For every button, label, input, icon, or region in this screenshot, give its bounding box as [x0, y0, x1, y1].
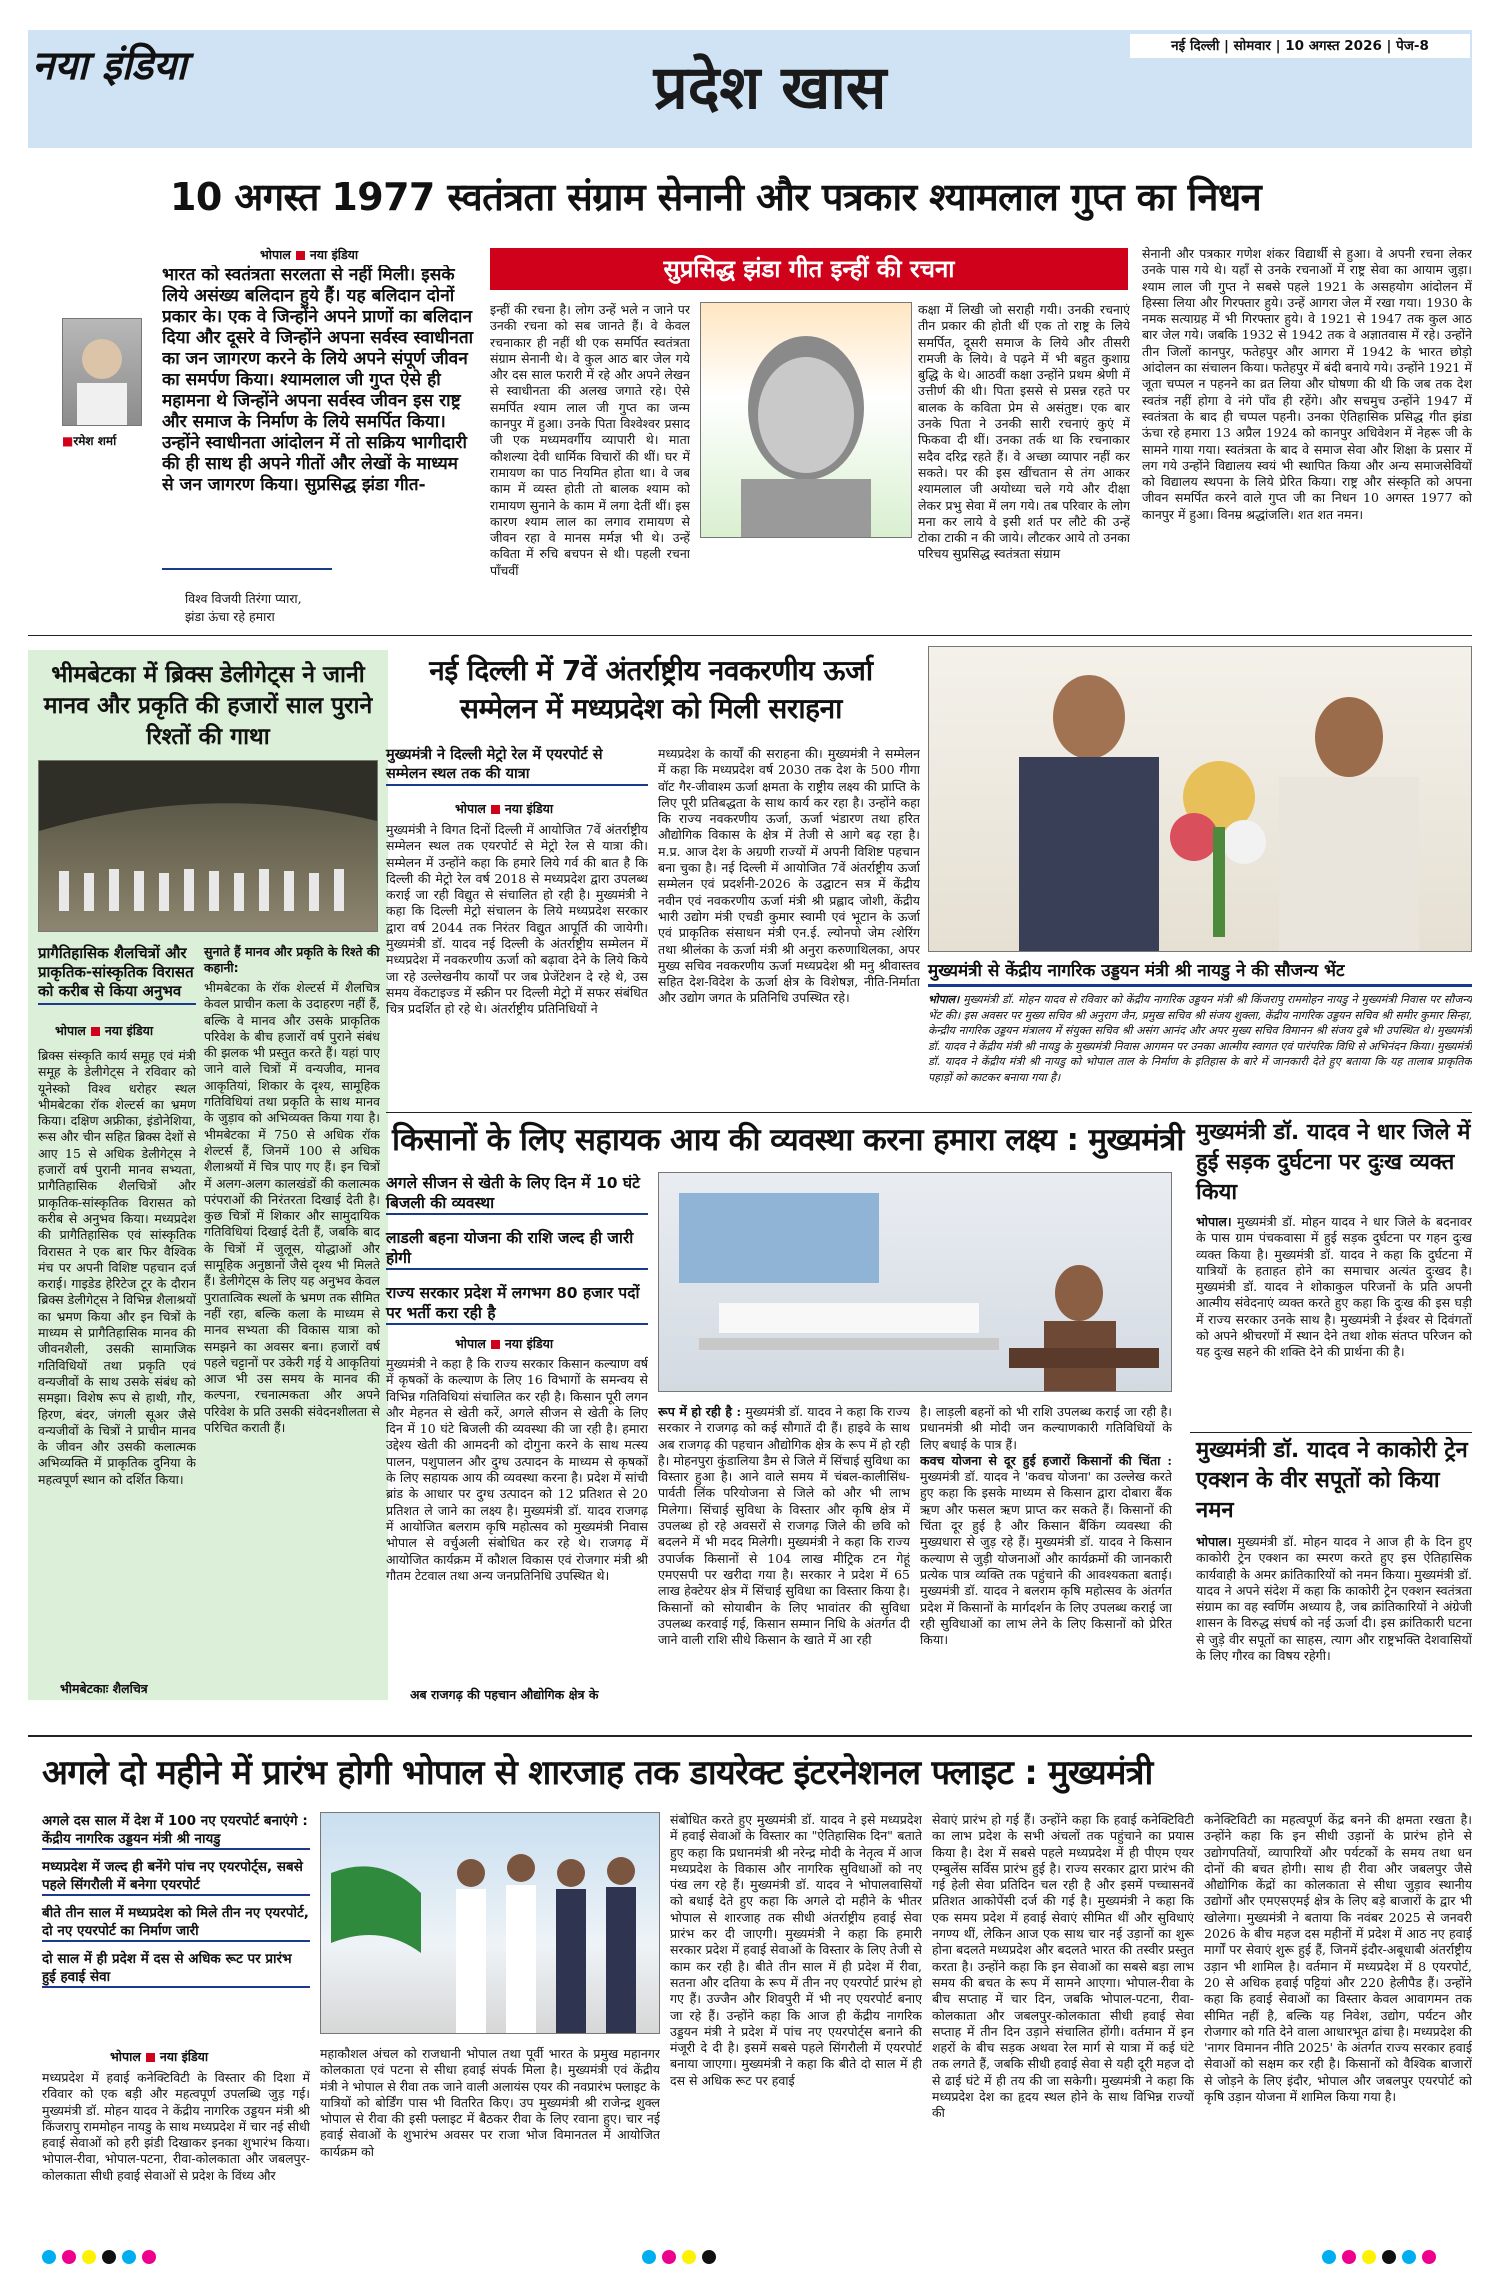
- dateline: नई दिल्ली | सोमवार | 10 अगस्त 2026 | पेज-8: [1130, 34, 1470, 58]
- byline-square-icon: [491, 1340, 500, 1349]
- byline-place: भोपाल: [110, 2049, 141, 2064]
- energy-byline: [455, 800, 553, 817]
- farmers-col1-tail: अब राजगढ़ की पहचान औद्योगिक क्षेत्र के: [410, 1687, 599, 1702]
- byline-place: भोपाल: [455, 801, 486, 816]
- farmers-sub-1: अगले सीजन से खेती के लिए दिन में 10 घंटे बिजली की व्यवस्था: [386, 1173, 648, 1215]
- naidu-body-lead: भोपाल।: [928, 993, 960, 1006]
- flight-col-2: महाकौशल अंचल को राजधानी भोपाल तथा पूर्वी भारत के प्रमुख महानगर कोलकाता एवं पटना से सीधा हवाई संपर्क मिला है। मुख्यमंत्री एवं केंद्रीय मंत्री ने भोपाल से रीवा तक जाने वाली अलायंस एयर की नवप्रारंभ फ्लाइट के यात्रियों को बोर्डिंग पास भी वितरित किए। उप मुख्यमंत्री श्री राजेन्द्र शुक्ल भोपाल से रीवा की इसी फ्लाइट में बैठकर रीवा के लिए रवाना हुए। चार नई हवाई सेवाओं के शुभारंभ अवसर पर राजा भोज विमानतल में आयोजित कार्यक्रम को: [320, 2046, 660, 2159]
- flight-sub-4: दो साल में ही प्रदेश में दस से अधिक रूट पर प्रारंभ हुई हवाई सेवा: [42, 1950, 310, 1988]
- divider-4: [28, 1735, 1472, 1737]
- registration-marks-left: [40, 2248, 200, 2270]
- dhar-body-lead: भोपाल।: [1196, 1214, 1232, 1229]
- registration-marks-right: [1320, 2248, 1460, 2270]
- bhimbetka-sub: प्रागैतिहासिक शैलचित्रों और प्राकृतिक-सांस्कृतिक विरासत को करीब से किया अनुभव: [38, 944, 196, 1005]
- flight-col-4: सेवाएं प्रारंभ हो गई हैं। उन्होंने कहा कि हवाई कनेक्टिविटी का लाभ प्रदेश के सभी अंचलों तक पहुंचाने का प्रयास किया है। देश में सबसे पहले मध्यप्रदेश में ही पीएम एयर एम्बुलेंस सर्विस प्रारंभ हुई है। राज्य सरकार द्वारा प्रारंभ की गई हेली सेवा प्रतिदिन चल रही है और इसमें पच्चासनवें प्रतिशत आकोपेंसी दर्ज की गई है। मुख्यमंत्री ने कहा कि एक समय प्रदेश में हवाई सेवाएं सीमित थीं और सुविधाएं नगण्य थीं, लेकिन आज एक साथ चार नई उड़ानों का शुरू होना बदलते मध्यप्रदेश और बदलते भारत की तस्वीर प्रस्तुत करता है। उन्होंने कहा कि इन सेवाओं का सबसे बड़ा लाभ समय की बचत के रूप में सामने आएगा। भोपाल-रीवा के बीच सप्ताह में चार दिन, जबकि भोपाल-पटना, रीवा-कोलकाता और जबलपुर-कोलकाता सीधी हवाई सेवा सप्ताह में तीन दिन उड़ाने संचालित होंगी। वर्तमान में इन शहरों के बीच सड़क अथवा रेल मार्ग से यात्रा में कई घंटे तक लगते हैं, जबकि सीधी हवाई सेवा से यही दूरी महज दो से ढाई घंटे में ही तय की जा सकेगी। मुख्यमंत्री ने कहा कि मध्यप्रदेश देश का हृदय स्थल होने के साथ विभिन्न राज्यों की: [932, 1812, 1194, 2121]
- byline-paper: नया इंडिया: [159, 2049, 209, 2064]
- bhimbetka-col-2: भीमबेटका के रॉक शेल्टर्स में शैलचित्र केवल प्राचीन कला के उदाहरण नहीं हैं, बल्कि वे मानव और उसके प्राकृतिक परिवेश के बीच हजारों वर्ष पुराने संबंध की झलक भी प्रस्तुत करते हैं। यहां पाए जाने वाले चित्रों में वन्यजीव, मानव आकृतियां, शिकार के दृश्य, सामूहिक गतिविधियां तथा प्रकृति के साथ मानव के जुड़ाव को अभिव्यक्त किया गया है। भीमबेटका में 750 से अधिक रॉक शेल्टर्स हैं, जिनमें 100 से अधिक शैलाश्रयों में चित्र पाए गए हैं। इन चित्रों में अलग-अलग कालखंडों की कलात्मक परंपराओं की निरंतरता दिखाई देती है। कुछ चित्रों में शिकार और सामुदायिक गतिविधियां दिखाई देती हैं, जबकि बाद के चित्रों में जुलूस, योद्धाओं और सामूहिक अनुष्ठानों जैसे दृश्य भी मिलते हैं। डेलीगेट्स के लिए यह अनुभव केवल पुरातात्विक स्थलों के भ्रमण तक सीमित नहीं रहा, बल्कि कला के माध्यम से मानव सभ्यता की विकास यात्रा को समझने का अवसर बना। हजारों वर्ष पहले चट्टानों पर उकेरी गई ये आकृतियां आज भी उस समय के मानव की कल्पना, रचनात्मकता और अपने परिवेश के प्रति उसकी संवेदनशीलता से परिचित कराती हैं।: [204, 980, 380, 1436]
- dhar-headline: मुख्यमंत्री डॉ. यादव ने धार जिले में हुई सड़क दुर्घटना पर दुःख व्यक्त किया: [1196, 1120, 1471, 1205]
- portrait-icon: [63, 319, 141, 425]
- byline-square-icon: [491, 805, 500, 814]
- bhimbetka-continued: भीमबेटकाः शैलचित्र: [60, 1681, 148, 1696]
- byline-paper: नया इंडिया: [504, 1336, 554, 1351]
- lead-banner: सुप्रसिद्ध झंडा गीत इन्हीं की रचना: [490, 248, 1128, 290]
- energy-headline: नई दिल्ली में 7वें अंतर्राष्ट्रीय नवकरणीय ऊर्जा सम्मेलन में मध्यप्रदेश को मिली सराहना: [429, 654, 873, 725]
- flight-photo: [320, 1812, 660, 2034]
- poem-line-1: विश्व विजयी तिरंगा प्यारा,: [185, 591, 302, 606]
- lead-col-3: सेनानी और पत्रकार गणेश शंकर विद्यार्थी से हुआ। वे अपनी रचना लेकर उनके पास गये थे। यहाँ से उनके रचनाओं में राष्ट्र सेवा का आयाम जुड़ा। श्याम लाल जी गुप्त ने सबसे पहले 1921 के असहयोग आंदोलन में हिस्सा लिया और गिरफ्तार हुये। उन्हें आगरा जेल में रखा गया। 1930 के नमक सत्याग्रह में भी गिरफ्तार हुये। वे 1921 से 1947 तक कुल आठ बार जेल गये। जबकि 1932 से 1942 तक वे अज्ञातवास में रहे। उन्होंने तीन जिलों कानपुर, फतेहपुर और आगरा में 1942 के भारत छोड़ो आंदोलन का संचालन किया। फतेहपुर में बंदी बनाये गये। उन्होंने 1921 में जूता चप्पल न पहनने का व्रत लिया और घोषणा की थी कि जब तक देश स्वतंत्र नहीं होगा वे नंगे पाँव ही रहेंगे। और सचमुच उन्होंने 1947 में स्वतंत्रता के बाद ही चप्पल पहनी। उनका ऐतिहासिक प्रसिद्ध गीत झंडा ऊंचा रहे हमारा 13 अप्रैल 1924 को कानपुर अधिवेशन में नेहरू जी के सामने गाया गया। स्वतंत्रता के बाद वे समाज सेवा और शिक्षा के प्रसार में लग गये उन्होंने विद्यालय स्वयं भी स्थापित किया और अन्य समाजसेवियों को विद्यालय स्थपना के लिये प्रेरित किया। राष्ट्र और संस्कृति को अपना जीवन समर्पित करने वाले गुप्त जी का निधन 10 अगस्त 1977 को कानपुर में हुआ। विनम्र श्रद्धांजलि। शत शत नमन।: [1142, 246, 1472, 522]
- naidu-body-text: मुख्यमंत्री डॉ. मोहन यादव से रविवार को केंद्रीय नागरिक उड्डयन मंत्री श्री किंजरापु राममोहन नायडु ने मुख्यमंत्री निवास पर सौजन्य भेंट की। इस अवसर पर मुख्य सचिव श्री अनुराग जैन, प्रमुख सचिव श्री संजय शुक्ला, केंद्रीय नागरिक उड्डयन सचिव श्री समीर कुमार सिन्हा, केन्द्रीय नागरिक उड्डयन मंत्रालय में संयुक्त सचिव श्री असंग आनंद और अपर मुख्य सचिव विमानन श्री संजय दुबे भी उपस्थित थे। मुख्यमंत्री डॉ. यादव ने केंद्रीय मंत्री श्री नायडु के मुख्यमंत्री निवास आगमन पर उनका आत्मीय स्वागत एवं पारंपरिक विधि से अभिनंदन किया। मुख्यमंत्री डॉ. यादव ने केंद्रीय मंत्री श्री नायडु को भोपाल ताल के निर्माण के इतिहास के बारे में जानकारी देते हुए बताया कि यह तालाब प्राकृतिक पहाड़ों को काटकर बनाया गया है।: [928, 993, 1472, 1084]
- energy-col-2: मध्यप्रदेश के कार्यों की सराहना की। मुख्यमंत्री ने सम्मेलन में कहा कि मध्यप्रदेश वर्ष 2030 तक देश के 500 गीगा वॉट गैर-जीवाश्म ऊर्जा क्षमता के राष्ट्रीय लक्ष्य की प्राप्ति के लिए पूरी प्रतिबद्धता के साथ कार्य कर रहा है। उन्होंने कहा कि राज्य नवकरणीय ऊर्जा, ऊर्जा भंडारण तथा हरित औद्योगिक विकास के क्षेत्र में तेजी से आगे बढ़ रहा है। म.प्र. आज देश के अग्रणी राज्यों में अपनी विशिष्ट पहचान बना चुका है। नई दिल्ली में आयोजित 7वें अंतर्राष्ट्रीय ऊर्जा सम्मेलन एवं प्रदर्शनी-2026 के उद्घाटन सत्र में केंद्रीय नवीन एवं नवकरणीय ऊर्जा मंत्री श्री प्रह्लाद जोशी, केंद्रीय भारी उद्योग मंत्री एचडी कुमार स्वामी एवं भूटान के ऊर्जा एवं प्राकृतिक संसाधन मंत्री एन.ई. ल्योनपो जेम त्शेरिंग तथा श्रीलंका के ऊर्जा मंत्री श्री अनुरा करुणाथिलका, अपर मुख्य सचिव नवकरणीय ऊर्जा मध्यप्रदेश श्री मनु श्रीवास्तव सहित देश-विदेश के ऊर्जा क्षेत्र के विशेषज्ञ, नीति-निर्माता और उद्योग जगत के प्रतिनिधि उपस्थित रहे।: [658, 746, 920, 1006]
- farmers-col3-lead: कवच योजना से दूर हुई हजारों किसानों की चिंता :: [920, 1452, 1172, 1468]
- byline-place: भोपाल: [55, 1023, 86, 1038]
- naidu-body: [928, 992, 1472, 1104]
- kakori-headline: मुख्यमंत्री डॉ. यादव ने काकोरी ट्रेन एक्शन के वीर सपूतों को किया नमन: [1196, 1438, 1468, 1523]
- divider-1: [28, 635, 1472, 636]
- kakori-body-text: मुख्यमंत्री डॉ. मोहन यादव ने आज ही के दिन हुए काकोरी ट्रेन एक्शन का स्मरण करते हुए इस ऐतिहासिक कार्यवाही के अमर क्रांतिकारियों को नमन किया। मुख्यमंत्री डॉ. यादव ने अपने संदेश में कहा कि काकोरी ट्रेन एक्शन स्वतंत्रता संग्राम का वह स्वर्णिम अध्याय है, जब क्रांतिकारियों ने अंग्रेजी शासन के विरुद्ध संघर्ष को नई ऊर्जा दी। इस क्रांतिकारी घटना से जुड़े वीर सपूतों का साहस, त्याग और राष्ट्रभक्ति देशवासियों के लिए गौरव का विषय रहेगी।: [1196, 1534, 1472, 1664]
- flight-col-1: मध्यप्रदेश में हवाई कनेक्टिविटी के विस्तार की दिशा में रविवार को एक बड़ी और महत्वपूर्ण उपलब्धि जुड़ गई। मुख्यमंत्री डॉ. मोहन यादव ने केंद्रीय नागरिक उड्डयन मंत्री श्री किंजरापु राममोहन नायडु के साथ मध्यप्रदेश में चार नई सीधी हवाई सेवाओं को हरी झंडी दिखाकर इनका शुभारंभ किया। भोपाल-रीवा, भोपाल-पटना, रीवा-कोलकाता और जबलपुर-कोलकाता सीधी हवाई सेवाओं से प्रदेश के विंध्य और: [42, 2070, 310, 2183]
- bhimbetka-photo: [38, 760, 378, 932]
- bhimbetka-col2-lead: सुनाते हैं मानव और प्रकृति के रिश्ते की कहानी:: [204, 944, 380, 975]
- flight-sub-3: बीते तीन साल में मध्यप्रदेश को मिले तीन नए एयरपोर्ट, दो नए एयरपोर्ट का निर्माण जारी: [42, 1904, 310, 1942]
- masthead-logo: नया इंडिया: [32, 43, 187, 89]
- intro-underline: [162, 568, 332, 570]
- conference-room-icon: [659, 1173, 1171, 1391]
- registration-marks-center: [640, 2248, 800, 2270]
- flag-off-ceremony-icon: [321, 1813, 659, 2033]
- farmers-col2-text: मुख्यमंत्री डॉ. यादव ने कहा कि राज्य सरकार ने राजगढ़ को कई सौगातें दी हैं। हाइवे के साथ अब राजगढ़ की पहचान औद्योगिक क्षेत्र के रूप में हो रही है। मोहनपुरा कुंडालिया डैम से जिले में सिंचाई सुविधा का विस्तार हुआ है। आने वाले समय में चंबल-कालीसिंध-पार्वती लिंक परियोजना से जिले को और भी लाभ मिलेगा। सिंचाई सुविधा के विस्तार और कृषि क्षेत्र में उपलब्ध हो रहे अवसरों से राजगढ़ जिले की छवि को बदलने में भी मदद मिलेगी। मुख्यमंत्री ने कहा कि राज्य उपार्जक किसानों से 104 लाख मीट्रिक टन गेहूं एमएसपी पर खरीदा गया है। सरकार ने प्रदेश में 65 लाख हेक्टेयर क्षेत्र में सिंचाई सुविधा का विस्तार किया है। किसानों को सोयाबीन के लिए भावांतर की सुविधा उपलब्ध करवाई गई, किसान सम्मान निधि के अंतर्गत दी जाने वाली राशि सीधे किसान के खाते में आ रही: [658, 1404, 910, 1648]
- color-dots-icon: [1320, 2248, 1460, 2266]
- poem-line-2: झंडा ऊंचा रहे हमारा: [185, 609, 275, 624]
- farmers-sub-2: लाडली बहना योजना की राशि जल्द ही जारी होगी: [386, 1228, 648, 1270]
- section-title: प्रदेश खास: [653, 53, 887, 123]
- bhimbetka-byline: [55, 1022, 153, 1039]
- farmers-col-1: मुख्यमंत्री ने कहा है कि राज्य सरकार किसान कल्याण वर्ष में कृषकों के कल्याण के लिए 16 विभागों के समन्वय से विभिन्न गतिविधियां संचालित कर रही है। किसान पूरी लगन और मेहनत से खेती करें, अगले सीजन से खेती के लिए दिन में 10 घंटे बिजली की व्यवस्था की जा रही है। हमारा उद्देश्य खेती की आमदनी को दोगुना करने के साथ मत्स्य पालन, पशुपालन और दुग्ध उत्पादन के माध्यम से कृषकों के लिए सहायक आय की व्यवस्था करना है। प्रदेश में सांची ब्रांड के आधार पर दुग्ध उत्पादन को 12 प्रतिशत से 20 प्रतिशत ले जाने का लक्ष्य है। मुख्यमंत्री डॉ. यादव राजगढ़ में आयोजित बलराम कृषि महोत्सव को मुख्यमंत्री निवास भोपाल से वर्चुअली संबोधित कर रहे थे। राजगढ़ में आयोजित कार्यक्रम में कौशल विकास एवं रोजगार मंत्री श्री गौतम टेटवाल तथा अन्य जनप्रतिनिधि उपस्थित थे।: [386, 1356, 648, 1583]
- flight-col-5: कनेक्टिविटी का महत्वपूर्ण केंद्र बनने की क्षमता रखता है। उन्होंने कहा कि इन सीधी उड़ानों के प्रारंभ होने से उद्योगपतियों, व्यापारियों और पर्यटकों के समय तथा धन दोनों की बचत होगी। साथ ही रीवा और जबलपुर जैसे औद्योगिक केंद्रों का कोलकाता से सीधा जुड़ाव स्थानीय उद्योगों और एमएसएमई क्षेत्र के लिए बड़े बाजारों के द्वार भी खोलेगा। मुख्यमंत्री ने बताया कि नवंबर 2025 से जनवरी 2026 के बीच महज दस महीनों में प्रदेश में आठ नए हवाई मार्गों पर सेवाएं शुरू हुई हैं, जिनमें इंदौर-अबूधाबी अंतर्राष्ट्रीय उड़ान भी शामिल है। वर्तमान में मध्यप्रदेश में 8 एयरपोर्ट, 20 से अधिक हवाई पट्टियां और 220 हेलीपैड हैं। उन्होंने कहा कि हवाई सेवाओं का विस्तार केवल आवागमन तक सीमित नहीं है, बल्कि यह निवेश, उद्योग, पर्यटन और रोजगार को गति देने वाला आधारभूत ढांचा है। मध्यप्रदेश की 'नागर विमानन नीति 2025' के अंतर्गत राज्य सरकार हवाई सेवाओं को सक्षम कर रही है। किसानों को वैश्विक बाजारों से जोड़ने के लिए इंदौर, भोपाल और जबलपुर एयरपोर्ट को कृषि उड़ान योजना में शामिल किया गया है।: [1204, 1812, 1472, 2105]
- naidu-caption: मुख्यमंत्री से केंद्रीय नागरिक उड्डयन मंत्री श्री नायडु ने की सौजन्य भेंट: [928, 958, 1472, 987]
- cave-group-icon: [39, 761, 377, 931]
- naidu-photo: [928, 646, 1472, 952]
- farmers-byline: [455, 1335, 553, 1352]
- farmers-col-3: [920, 1404, 1172, 1700]
- portrait-sketch-icon: [701, 303, 911, 537]
- bhimbetka-col-1: ब्रिक्स संस्कृति कार्य समूह एवं मंत्री समूह के डेलीगेट्स ने रविवार को यूनेस्को विश्व धरोहर स्थल भीमबेटका रॉक शेल्टर्स का भ्रमण किया। दक्षिण अफ्रीका, इंडोनेशिया, रूस और चीन सहित ब्रिक्स देशों से आए 15 से अधिक डेलीगेट्स ने हजारों वर्ष पुरानी मानव सभ्यता, प्रागैतिहासिक शैलचित्रों और प्राकृतिक-सांस्कृतिक विरासत को करीब से अनुभव किया। मध्यप्रदेश की प्रागैतिहासिक एवं सांस्कृतिक विरासत ने एक बार फिर वैश्विक मंच पर अपनी विशिष्ट पहचान दर्ज कराई। गाइडेड हेरिटेज टूर के दौरान ब्रिक्स डेलीगेट्स ने विभिन्न शैलाश्रयों का भ्रमण किया और इन चित्रों के माध्यम से प्रागैतिहासिक मानव की जीवनशैली, उसकी सामाजिक गतिविधियों तथा प्रकृति एवं वन्यजीवों के साथ उसके संबंध को समझा। विशेष रूप से हाथी, गौर, हिरण, बंदर, जंगली सूअर जैसे वन्यजीवों के चित्रों ने प्राचीन मानव के जीवन और उसकी कलात्मक अभिव्यक्ति में प्राकृतिक दुनिया के महत्वपूर्ण स्थान को दर्शित किया।: [38, 1048, 196, 1487]
- byline-square-icon: [146, 2053, 155, 2062]
- divider-3: [1190, 1432, 1472, 1433]
- farmers-photo: [658, 1172, 1172, 1392]
- lead-col-2: कक्षा में लिखी जो सराही गयी। उनकी रचनाएं तीन प्रकार की होती थीं एक तो राष्ट्र के लिये समर्पित, दूसरी समाज के लिये और तीसरी रामजी के लिये। वे पढ़ने में भी बहुत कुशाग्र बुद्धि के थे। आठवीं कक्षा उन्होंने प्रथम श्रेणी में उत्तीर्ण की थी। पिता इससे से प्रसन्न रहते पर बालक के कविता प्रेम से असंतुष्ट। एक बार उनके पिता ने उनकी सारी रचनाएं कुएं में फिकवा दी थीं। उनका तर्क था कि रचनाकार सदैव दरिद्र रहते हैं। वे अच्छा व्यापार नहीं कर सकते। पर की इस खींचतान से तंग आकर श्यामलाल जी अयोध्या चले गये और दीक्षा लेकर प्रभु सेवा में लग गये। तब परिवार के लोग मना कर लाये वे इसी शर्त पर लौटे की उन्हें टोका टाकी न की जाये। लौटकर आये तो उनका परिचय सुप्रसिद्ध स्वतंत्रता संग्राम: [918, 302, 1130, 562]
- byline-square-icon: [296, 251, 305, 260]
- kakori-body: [1196, 1534, 1472, 1700]
- farmers-col3b-text: मुख्यमंत्री डॉ. यादव ने 'कवच योजना' का उल्लेख करते हुए कहा कि इसके माध्यम से किसान द्वारा दोबारा बैंक ऋण और फसल ऋण प्राप्त कर सकते हैं। किसानों की चिंता दूर हुई है और किसान बैंकिंग व्यवस्था की मुख्यधारा से जुड़ रहे हैं। मुख्यमंत्री डॉ. यादव ने किसान कल्याण से जुड़ी योजनाओं और कार्यक्रमों की जानकारी प्रत्येक पात्र व्यक्ति तक पहुंचाने की आवश्यकता बताई। मुख्यमंत्री डॉ. यादव ने बलराम कृषि महोत्सव के अंतर्गत प्रदेश में किसानों के मार्गदर्शन के लिए उपलब्ध कराई जा रही सुविधाओं का लाभ लेने के लिए किसानों को प्रेरित किया।: [920, 1469, 1172, 1648]
- farmers-col3-text: है। लाड़ली बहनों को भी राशि उपलब्ध कराई जा रही है। प्रधानमंत्री श्री मोदी जन कल्याणकारी गतिविधियों के लिए बधाई के पात्र हैं।: [920, 1404, 1172, 1452]
- energy-col-1: मुख्यमंत्री ने विगत दिनों दिल्ली में आयोजित 7वें अंतर्राष्ट्रीय सम्मेलन स्थल तक एयरपोर्ट से मेट्रो रेल से यात्रा की। सम्मेलन में उन्होंने कहा कि हमारे लिये गर्व की बात है कि दिल्ली की मेट्रो रेल वर्ष 2018 से मध्यप्रदेश द्वारा उपलब्ध कराई जा रही विद्युत से संचालित हो रही है। मुख्यमंत्री ने कहा कि दिल्ली मेट्रो संचालन के लिये मध्यप्रदेश सरकार द्वारा वर्ष 2044 तक निरंतर विद्युत आपूर्ति की जायेगी। मुख्यमंत्री डॉ. यादव नई दिल्ली के अंतर्राष्ट्रीय सम्मेलन में मध्यप्रदेश में नवकरणीय ऊर्जा को बढ़ावा देने के लिये किये जा रहे उल्लेखनीय कार्यों पर जब प्रेजेंटेशन दे रहे थे, उस समय वेंकटाइज्ड में स्क्रीन पर दिल्ली मेट्रो में सफर संबंधित चित्र प्रदर्शित हो रहे थे। अंतर्राष्ट्रीय प्रतिनिधियों ने: [386, 822, 648, 1017]
- shyamlal-portrait: [700, 302, 912, 538]
- farmers-col2-lead: रूप में हो रही है :: [658, 1404, 742, 1419]
- byline-paper: नया इंडिया: [309, 247, 359, 262]
- farmers-headline: किसानों के लिए सहायक आय की व्यवस्था करना हमारा लक्ष्य : मुख्यमंत्री: [392, 1122, 1184, 1158]
- flight-byline: [110, 2048, 208, 2065]
- author-name: ■रमेश शर्मा: [62, 434, 117, 448]
- dhar-body-text: मुख्यमंत्री डॉ. मोहन यादव ने धार जिले के बदनावर के पास ग्राम पंचकवासा में हुई सड़क दुर्घटना पर गहन दुःख व्यक्त किया है। मुख्यमंत्री डॉ. यादव ने कहा कि दुर्घटना में यात्रियों के हताहत होने का समाचार अत्यंत दुःखद है। मुख्यमंत्री डॉ. यादव ने शोकाकुल परिजनों के प्रति अपनी आत्मीय संवेदनाएं व्यक्त करते हुए कहा कि दुःख की इस घड़ी में राज्य सरकार उनके साथ है। मुख्यमंत्री ने ईश्वर से दिवंगतों को अपने श्रीचरणों में स्थान देने तथा शोक संतप्त परिजन को यह दुःख सहने की शक्ति देने की प्रार्थना की है।: [1196, 1214, 1472, 1360]
- kakori-body-lead: भोपाल।: [1196, 1534, 1232, 1549]
- byline-paper: नया इंडिया: [104, 1023, 154, 1038]
- flight-subs: [42, 1812, 310, 1988]
- author-photo: [62, 318, 142, 426]
- byline-square-icon: [91, 1027, 100, 1036]
- byline-place: भोपाल: [455, 1336, 486, 1351]
- flight-headline: अगले दो महीने में प्रारंभ होगी भोपाल से शारजाह तक डायरेक्ट इंटरनेशनल फ्लाइट : मुख्यमंत्री: [42, 1753, 1153, 1793]
- flight-col-3: संबोधित करते हुए मुख्यमंत्री डॉ. यादव ने इसे मध्यप्रदेश में हवाई सेवाओं के विस्तार का "ऐतिहासिक दिन" बताते हुए कहा कि प्रधानमंत्री श्री नरेन्द्र मोदी के नेतृत्व में आज मध्यप्रदेश के विकास और नागरिक सुविधाओं को नए पंख लग रहे हैं। मुख्यमंत्री डॉ. यादव ने भोपालवासियों को बधाई देते हुए कहा कि अगले दो महीने के भीतर भोपाल से शारजाह तक सीधी अंतर्राष्ट्रीय हवाई सेवा प्रारंभ कर दी जाएगी। मुख्यमंत्री ने कहा कि हमारी सरकार प्रदेश में हवाई सेवाओं के विस्तार के लिए तेजी से काम कर रही है। बीते तीन साल में ही प्रदेश में रीवा, सतना और दतिया के रूप में तीन नए एयरपोर्ट प्रारंभ हो गए हैं। उज्जैन और शिवपुरी में भी नए एयरपोर्ट बनाए जा रहे हैं। उन्होंने कहा कि आज ही केंद्रीय नागरिक उड्डयन मंत्री ने प्रदेश में पांच नए एयरपोर्ट्स बनाने की मंजूरी दे दी है। इसमें सबसे पहले सिंगरौली में एयरपोर्ट बनाया जाएगा। मुख्यमंत्री ने कहा कि बीते दो साल में ही दस से अधिक रूट पर हवाई: [670, 1812, 922, 2088]
- dhar-body: [1196, 1214, 1472, 1430]
- lead-byline: [260, 246, 358, 263]
- lead-intro: भारत को स्वतंत्रता सरलता से नहीं मिली। इसके लिये असंख्य बलिदान हुये हैं। यह बलिदान दोनों प्रकार के। एक वे जिन्होंने अपने प्राणों का बलिदान दिया और दूसरे वे जिन्होंने अपना सर्वस्व स्वाधीनता का जन जागरण करने के लिये अपने संपूर्ण जीवन का समर्पण किया। श्यामलाल जी गुप्त ऐसे ही महामना थे जिन्होंने अपना सर्वस्व जीवन इस राष्ट्र और समाज के निर्माण के लिये समर्पित किया। उन्होंने स्वाधीनता आंदोलन में तो सक्रिय भागीदारी की ही साथ ही अपने गीतों और लेखों के माध्यम से जन जागरण किया। सुप्रसिद्ध झंडा गीत-: [162, 265, 474, 495]
- color-dots-icon: [640, 2248, 800, 2266]
- flight-sub-1: अगले दस साल में देश में 100 नए एयरपोर्ट बनाएंगे : केंद्रीय नागरिक उड्डयन मंत्री श्री नायडु: [42, 1812, 310, 1850]
- energy-sub: मुख्यमंत्री ने दिल्ली मेट्रो रेल में एयरपोर्ट से सम्मेलन स्थल तक की यात्रा: [386, 746, 648, 786]
- byline-place: भोपाल: [260, 247, 291, 262]
- divider-2: [386, 1112, 1472, 1113]
- farmers-col-2: [658, 1404, 910, 1700]
- color-dots-icon: [40, 2248, 200, 2266]
- lead-poem: [185, 590, 302, 626]
- farmers-sub-3: राज्य सरकार प्रदेश में लगभग 80 हजार पदों पर भर्ती करा रही है: [386, 1283, 648, 1325]
- flight-sub-2: मध्यप्रदेश में जल्द ही बनेंगे पांच नए एयरपोर्ट्स, सबसे पहले सिंगरौली में बनेगा एयरपोर्ट: [42, 1858, 310, 1896]
- lead-headline: 10 अगस्त 1977 स्वतंत्रता संग्राम सेनानी और पत्रकार श्यामलाल गुप्त का निधन: [170, 175, 1262, 219]
- bhimbetka-headline: भीमबेटका में ब्रिक्स डेलीगेट्स ने जानी मानव और प्रकृति की हजारों साल पुराने रिश्तों की गाथा: [43, 662, 373, 750]
- meeting-scene-icon: [929, 647, 1471, 951]
- lead-col-1: इन्हीं की रचना है। लोग उन्हें भले न जाने पर उनकी रचना को सब जानते हैं। वे केवल रचनाकार ही नहीं थी एक समर्पित स्वतंत्रता संग्राम सेनानी थे। वे कुल आठ बार जेल गये और दस साल फरारी में रहे और अपने लेखन से स्वाधीनता की अलख जगाते रहे। ऐसे समर्पित श्याम लाल जी गुप्त का जन्म कानपुर में हुआ। उनके पिता विश्वेश्वर प्रसाद जी एक मध्यमवर्गीय व्यापारी थे। माता कौशल्या देवी धार्मिक विचारों की थीं। घर में रामायण का पाठ नियमित होता था। वे जब काम में व्यस्त होती तो बालक श्याम को रामायण सुनाने के काम में लगा देतीं थीं। इस कारण श्याम लाल का लगाव रामायण से जीवन रहा वे मानस मर्मज्ञ भी थे। उन्हें कविता में रुचि बचपन से थी। पहली रचना पाँचवीं: [490, 302, 690, 578]
- byline-paper: नया इंडिया: [504, 801, 554, 816]
